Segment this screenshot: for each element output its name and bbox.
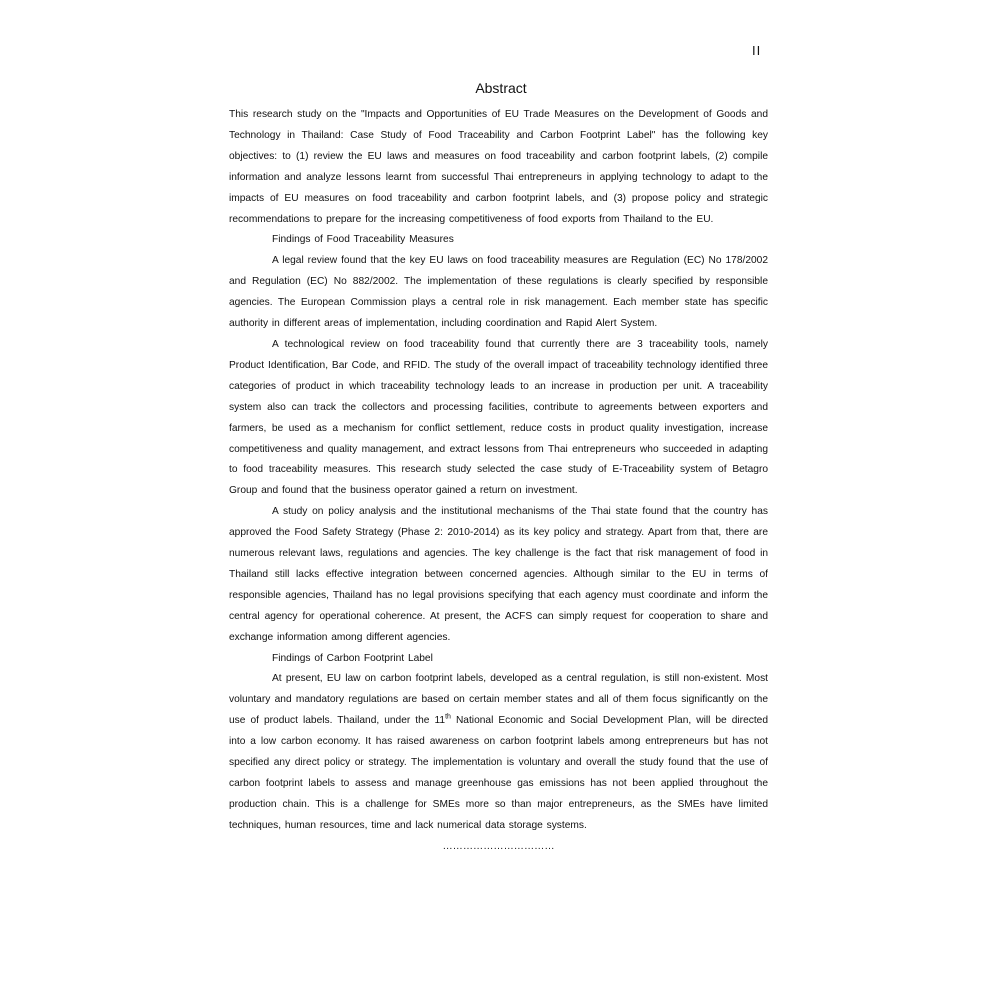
page-number: II xyxy=(752,43,762,58)
carbon-footprint-paragraph xyxy=(229,669,768,836)
carbon-text-part-2: National Economic and Social Development Plan, will be directed into a low carbon economy. It has raised awareness on carbon footprint labels among entrepreneurs but has not specified any direct policy or strategy. The implementation is voluntary and overall the study found that the use of carbon footprint labels to assess and manage greenhouse gas emissions has not been applied throughout the production chain. This is a challenge for SMEs more so than major entrepreneurs, as the SMEs have limited techniques, human resources, time and lack numerical data storage systems. xyxy=(229,715,768,831)
abstract-body xyxy=(229,105,768,858)
intro-paragraph: This research study on the "Impacts and Opportunities of EU Trade Measures on the Development of Goods and Technology in Thailand: Case Study of Food Traceability and Carbon Footprint Label" has the following key objectives: to (1) review the EU laws and measures on food traceability and carbon footprint labels, (2) compile information and analyze lessons learnt from successful Thai entrepreneurs in applying technology to adapt to the impacts of EU measures on food traceability and carbon footprint labels, and (3) propose policy and strategic recommendations to prepare for the increasing competitiveness of food exports from Thailand to the EU. xyxy=(229,109,768,225)
carbon-footprint-heading: Findings of Carbon Footprint Label xyxy=(272,652,433,664)
policy-analysis-paragraph: A study on policy analysis and the institutional mechanisms of the Thai state found that the country has approved the Food Safety Strategy (Phase 2: 2010-2014) as its key policy and strategy. Apart from that, there are numerous relevant laws, regulations and agencies. The key challenge is the fact that risk management of food in Thailand still lacks effective integration between concerned agencies. Although similar to the EU in terms of responsible agencies, Thailand has no legal provisions specifying that each agency must coordinate and inform the central agency for operational coherence. At present, the ACFS can simply request for cooperation to share and exchange information among different agencies. xyxy=(229,506,768,643)
legal-review-paragraph: A legal review found that the key EU laws on food traceability measures are Regulation (EC) No 178/2002 and Regulation (EC) No 882/2002. The implementation of these regulations is clearly specified by responsible agencies. The European Commission plays a central role in risk management. Each member state has specific authority in different areas of implementation, including coordination and Rapid Alert System. xyxy=(229,255,768,330)
food-traceability-heading: Findings of Food Traceability Measures xyxy=(272,234,454,246)
ordinal-superscript: th xyxy=(445,713,451,721)
abstract-heading: Abstract xyxy=(475,80,527,96)
end-of-abstract-dots: …………………………… xyxy=(442,840,555,852)
carbon-text-part-1: At present, EU law on carbon footprint labels, developed as a central regulation, is still non-existent. Most voluntary and mandatory regulations are based on certain member states and all of them focus significantly on the use of product labels. Thailand, under the 11 xyxy=(229,673,768,727)
page-title xyxy=(0,80,1000,96)
technology-review-paragraph: A technological review on food traceability found that currently there are 3 traceability tools, namely Product Identification, Bar Code, and RFID. The study of the overall impact of traceability technology identified three categories of product in which traceability technology leads to an increase in production per unit. A traceability system also can track the collectors and processing facilities, contribute to agreements between exporters and farmers, be used as a mechanism for conflict settlement, reduce costs in product quality investigation, increase competitiveness and quality management, and extract lessons from Thai entrepreneurs who succeeded in adapting to food traceability measures. This research study selected the case study of E-Traceability system of Betagro Group and found that the business operator gained a return on investment. xyxy=(229,338,768,497)
